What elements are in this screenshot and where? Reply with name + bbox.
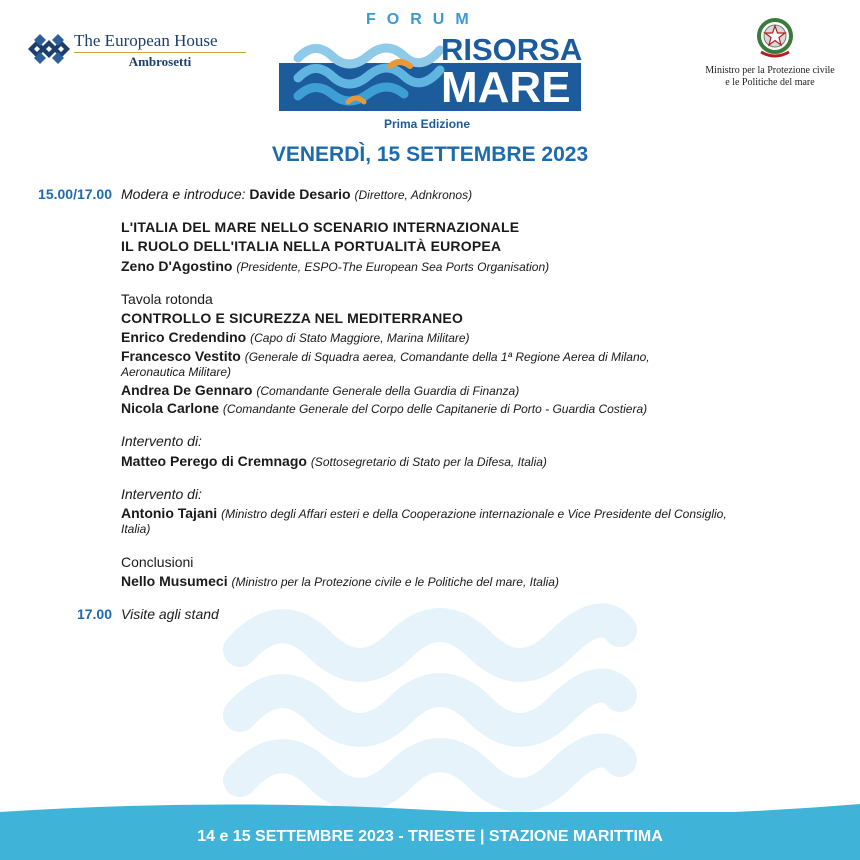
conclusions-role: (Ministro per la Protezione civile e le Politiche del mare, Italia) xyxy=(231,575,559,589)
intervento-name: Antonio Tajani xyxy=(121,505,218,521)
ministry-label xyxy=(700,65,840,89)
moderator-name: Davide Desario xyxy=(249,186,351,202)
panelist-name: Enrico Credendino xyxy=(121,329,247,345)
conclusions-line xyxy=(121,573,559,589)
ambrosetti-mark-icon xyxy=(28,31,70,67)
italian-emblem-icon xyxy=(752,14,798,62)
panelist-name: Andrea De Gennaro xyxy=(121,382,253,398)
panelist-name: Nicola Carlone xyxy=(121,400,220,416)
panelist-line-2 xyxy=(121,348,650,364)
moderator-role: (Direttore, Adnkronos) xyxy=(354,188,473,202)
intervento-name: Matteo Perego di Cremnago xyxy=(121,453,307,469)
intervento-line-2 xyxy=(121,505,727,521)
intervento-role: (Ministro degli Affari esteri e della Cooperazione internazionale e Vice Presidente del Consiglio, xyxy=(221,507,727,521)
visit-label: Visite agli stand xyxy=(121,606,219,622)
panelist-line-1 xyxy=(121,329,470,345)
intervento-role: (Sottosegretario di Stato per la Difesa, Italia) xyxy=(310,455,547,469)
session-title-2: IL RUOLO DELL'ITALIA NELLA PORTUALITÀ EUROPEA xyxy=(121,238,502,254)
european-house-logo xyxy=(28,28,258,72)
org-divider xyxy=(74,52,246,53)
panelist-role: (Comandante Generale della Guardia di Finanza) xyxy=(256,384,520,398)
panelist-role: (Generale di Squadra aerea, Comandante della 1ª Regione Aerea di Milano, xyxy=(244,350,650,364)
panelist-role: (Comandante Generale del Corpo delle Capitanerie di Porto - Guardia Costiera) xyxy=(222,402,648,416)
footer-text: 14 e 15 SETTEMBRE 2023 - TRIESTE | STAZIONE MARITTIMA xyxy=(197,828,663,845)
speaker-role: (Presidente, ESPO-The European Sea Ports Organisation) xyxy=(236,260,550,274)
panelist-line-4 xyxy=(121,400,647,416)
panelist-role-cont: Aeronautica Militare) xyxy=(121,365,232,379)
conclusions-label: Conclusioni xyxy=(121,554,194,570)
panelist-role: (Capo di Stato Maggiore, Marina Militare) xyxy=(250,331,470,345)
forum-word: FORUM xyxy=(366,11,480,28)
roundtable-title: CONTROLLO E SICUREZZA NEL MEDITERRANEO xyxy=(121,310,464,326)
speaker-line xyxy=(121,258,549,274)
moderator-line xyxy=(121,186,472,202)
org-subname: Ambrosetti xyxy=(128,54,192,69)
time-slot-1: 15.00/17.00 xyxy=(38,186,112,202)
session-title-1: L'ITALIA DEL MARE NELLO SCENARIO INTERNAZIONALE xyxy=(121,219,520,235)
intervento-label-1: Intervento di: xyxy=(121,433,202,449)
moderator-label: Modera e introduce: xyxy=(121,186,246,202)
forum-waves-icon xyxy=(290,36,450,111)
panelist-line-3 xyxy=(121,382,519,398)
intervento-line-1 xyxy=(121,453,547,469)
intervento-role-cont: Italia) xyxy=(121,522,151,536)
watermark-waves xyxy=(220,590,640,820)
forum-title-mare: MARE xyxy=(441,63,571,112)
ministry-line-1: Ministro per la Protezione civile xyxy=(705,65,835,76)
forum-title-risorsa: RISORSA xyxy=(441,32,583,67)
org-name: The European House xyxy=(74,31,218,50)
conclusions-name: Nello Musumeci xyxy=(121,573,228,589)
intervento-label-2: Intervento di: xyxy=(121,486,202,502)
time-slot-2: 17.00 xyxy=(76,606,112,622)
date-heading: VENERDÌ, 15 SETTEMBRE 2023 xyxy=(271,143,589,166)
edition-label: Prima Edizione xyxy=(384,117,471,131)
roundtable-label: Tavola rotonda xyxy=(121,291,213,307)
speaker-name: Zeno D'Agostino xyxy=(121,258,233,274)
panelist-name: Francesco Vestito xyxy=(121,348,241,364)
ministry-line-2: e le Politiche del mare xyxy=(725,77,815,88)
